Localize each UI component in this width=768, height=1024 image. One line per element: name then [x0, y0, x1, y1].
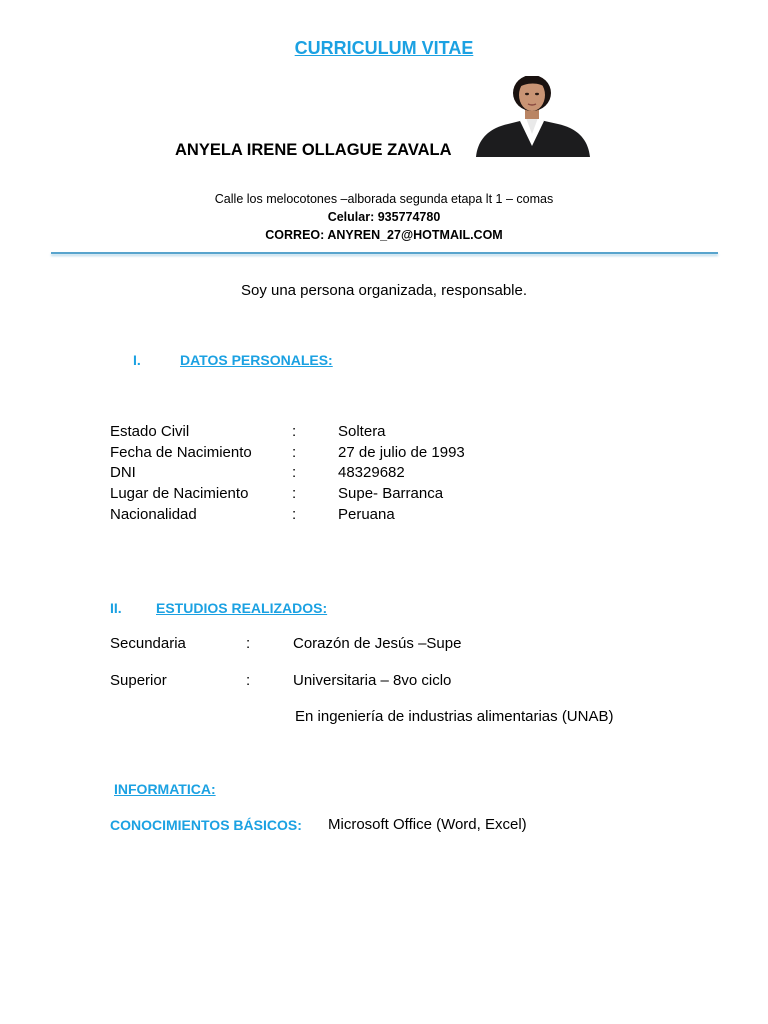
- summary-text: Soy una persona organizada, responsable.: [240, 282, 528, 299]
- personal-row: [0, 444, 768, 465]
- phone-line: Celular: 935774780: [327, 210, 441, 224]
- field-value: 48329682: [338, 464, 405, 481]
- section-title-personal: DATOS PERSONALES:: [180, 352, 333, 368]
- personal-row: [0, 485, 768, 506]
- field-value: Microsoft Office (Word, Excel): [328, 816, 527, 833]
- field-label: DNI: [110, 464, 136, 481]
- field-separator: :: [292, 485, 297, 502]
- field-separator: :: [246, 635, 251, 652]
- field-label: Nacionalidad: [110, 506, 197, 523]
- studies-continuation-row: [0, 708, 768, 729]
- studies-row: [0, 672, 768, 693]
- field-label: CONOCIMIENTOS BÁSICOS:: [110, 817, 302, 833]
- personal-row: [0, 464, 768, 485]
- field-separator: :: [292, 464, 297, 481]
- field-value: Universitaria – 8vo ciclo: [293, 672, 452, 689]
- field-separator: :: [292, 423, 297, 440]
- field-separator: :: [246, 672, 251, 689]
- field-value: Peruana: [338, 506, 395, 523]
- section-title-studies: ESTUDIOS REALIZADOS:: [156, 600, 328, 616]
- field-value: Corazón de Jesús –Supe: [293, 635, 462, 652]
- field-label: Fecha de Nacimiento: [110, 444, 252, 461]
- field-label: Estado Civil: [110, 423, 190, 440]
- header-divider: [51, 252, 718, 254]
- section-title-informatica: INFORMATICA:: [114, 781, 216, 797]
- field-label: Secundaria: [110, 635, 186, 652]
- field-value: 27 de julio de 1993: [338, 444, 465, 461]
- field-label: Lugar de Nacimiento: [110, 485, 249, 502]
- personal-row: [0, 423, 768, 444]
- person-portrait-icon: [472, 76, 593, 157]
- document-title: CURRICULUM VITAE: [294, 38, 474, 58]
- personal-row: [0, 506, 768, 527]
- field-label: Superior: [110, 672, 167, 689]
- profile-photo: [472, 76, 593, 157]
- section-number-studies: II.: [110, 600, 122, 616]
- field-value: Supe- Barranca: [338, 485, 444, 502]
- contact-block: [0, 190, 768, 244]
- studies-row: [0, 635, 768, 656]
- section-number-personal: I.: [133, 352, 141, 368]
- field-value: En ingeniería de industrias alimentarias (UNAB): [295, 708, 614, 725]
- field-separator: :: [292, 444, 297, 461]
- field-separator: :: [292, 506, 297, 523]
- field-value: Soltera: [338, 423, 386, 440]
- candidate-name: ANYELA IRENE OLLAGUE ZAVALA: [175, 141, 452, 159]
- email-line: CORREO: ANYREN_27@HOTMAIL.COM: [265, 228, 503, 242]
- informatica-row: [0, 816, 768, 837]
- address-line: Calle los melocotones –alborada segunda etapa lt 1 – comas: [214, 192, 554, 206]
